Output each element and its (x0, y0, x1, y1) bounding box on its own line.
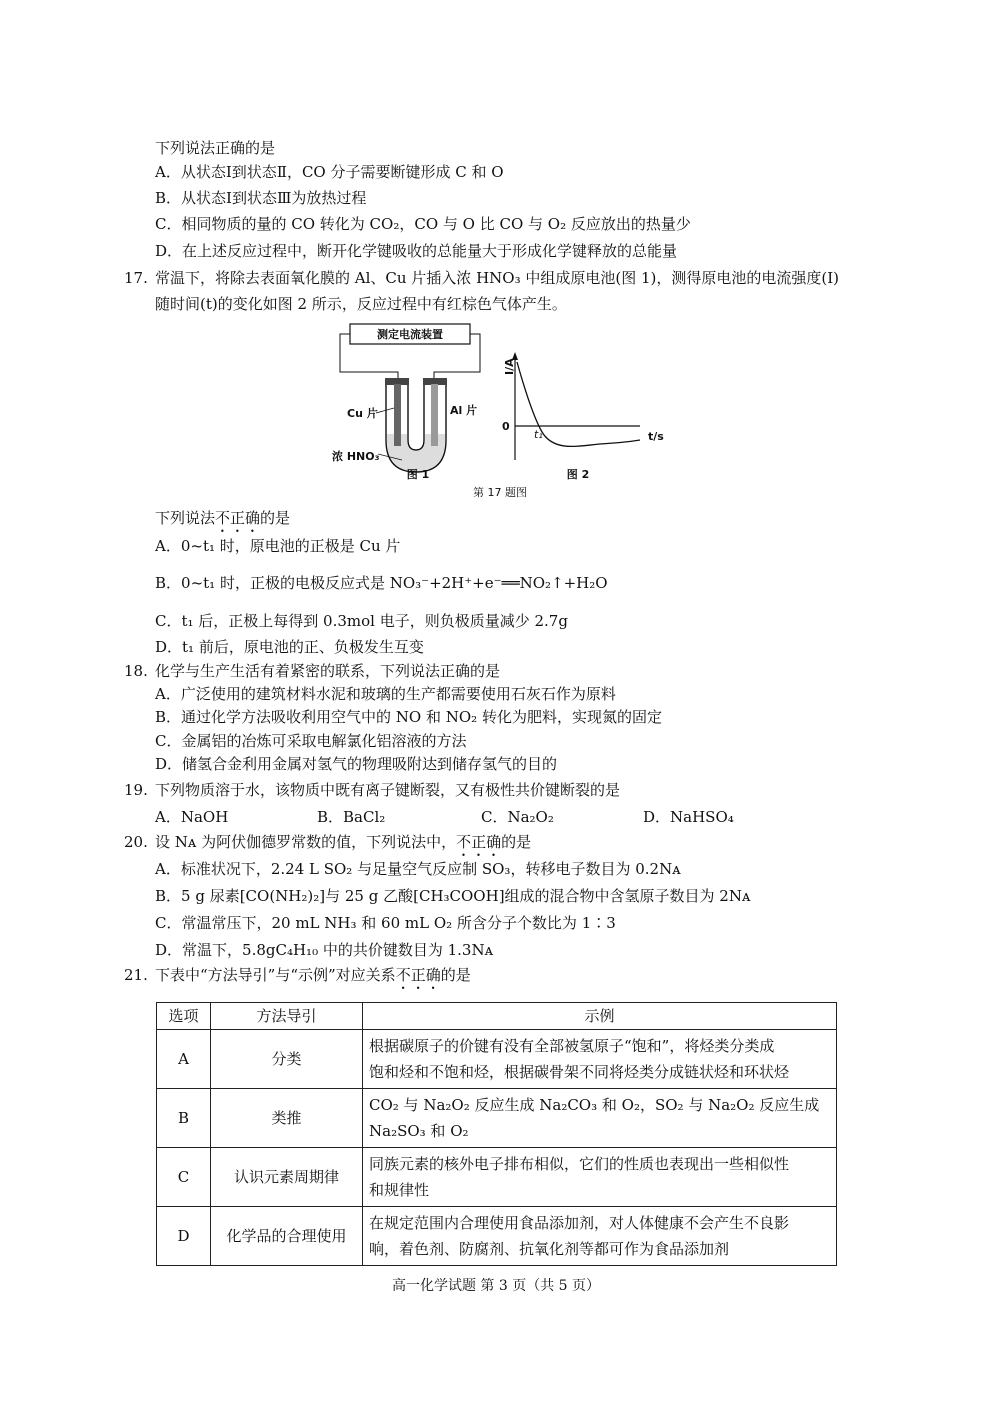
q17-stem-prefix: 下列说法 (155, 509, 216, 527)
cu-electrode (394, 384, 401, 446)
q20-stem (155, 832, 531, 860)
example-line: 在规定范围内合理使用食品添加剂，对人体健康不会产生不良影 (369, 1214, 790, 1232)
q17-stem-line2: 随时间(t)的变化如图 2 所示，反应过程中有红棕色气体产生。 (155, 295, 567, 313)
al-label: Al 片 (450, 404, 478, 417)
q20-stem-suffix: 的是 (501, 833, 532, 851)
table-header-row (157, 1003, 837, 1030)
fig2-x-label: t/s (648, 430, 664, 443)
table-row (157, 1148, 837, 1207)
example-line: 和规律性 (369, 1181, 430, 1199)
q19-option-c: C．Na₂O₂ (481, 808, 554, 826)
q19-option-b: B．BaCl₂ (317, 808, 386, 826)
q20-number: 20. (124, 833, 148, 851)
q17-number: 17. (124, 269, 148, 287)
u-tube-inner (408, 384, 424, 450)
q16-option-b: B．从状态Ⅰ到状态Ⅲ为放热过程 (155, 189, 367, 207)
acid-label: 浓 HNO₃ (332, 450, 380, 463)
example-line: 根据碳原子的价键有没有全部被氢原子“饱和”，将烃类分类成 (369, 1037, 775, 1055)
fig2-t1-label: t₁ (534, 428, 543, 441)
table-cell-method: 化学品的合理使用 (211, 1207, 363, 1266)
table-row (157, 1207, 837, 1266)
q17-figure (330, 322, 664, 502)
q19-number: 19. (124, 781, 148, 799)
table-row (157, 1030, 837, 1089)
table-cell-option: A (157, 1030, 211, 1089)
table-header-option: 选项 (157, 1003, 211, 1030)
table-cell-example (363, 1089, 837, 1148)
table-cell-method: 分类 (211, 1030, 363, 1089)
example-line: 响，着色剂、防腐剂、抗氧化剂等都可作为食品添加剂 (369, 1240, 730, 1258)
table-cell-example (363, 1148, 837, 1207)
fig2-y-label: I/A (503, 358, 516, 375)
table-cell-option: D (157, 1207, 211, 1266)
q20-stem-emphasis: 不正确 (456, 833, 502, 851)
q18-number: 18. (124, 662, 148, 680)
stopper-right (423, 378, 447, 385)
q17-option-a: A．0~t₁ 时，原电池的正极是 Cu 片 (155, 537, 401, 555)
table-cell-example (363, 1030, 837, 1089)
method-table (156, 1002, 837, 1266)
example-line: 饱和烃和不饱和烃，根据碳骨架不同将烃类分成链状烃和环状烃 (369, 1063, 790, 1081)
q18-option-b: B．通过化学方法吸收利用空气中的 NO 和 NO₂ 转化为肥料，实现氮的固定 (155, 708, 662, 726)
table-header-example: 示例 (363, 1003, 837, 1030)
fig1-label: 图 1 (406, 468, 430, 481)
q18-option-a: A．广泛使用的建筑材料水泥和玻璃的生产都需要使用石灰石作为原料 (155, 685, 616, 703)
q19-stem: 下列物质溶于水，该物质中既有离子键断裂，又有极性共价键断裂的是 (155, 781, 621, 799)
cu-pointer (376, 408, 394, 413)
q17-option-b: B．0~t₁ 时，正极的电极反应式是 NO₃⁻+2H⁺+e⁻══NO₂↑+H₂O (155, 574, 608, 592)
q17-stem-suffix: 的是 (260, 509, 291, 527)
q17-option-c: C．t₁ 后，正极上每得到 0.3mol 电子，则负极质量减少 2.7g (155, 612, 568, 630)
q17-option-d: D．t₁ 前后，原电池的正、负极发生互变 (155, 638, 424, 656)
q16-stem: 下列说法正确的是 (155, 139, 276, 157)
q16-option-a: A．从状态Ⅰ到状态Ⅱ，CO 分子需要断键形成 C 和 O (155, 163, 504, 181)
q18-option-d: D．储氢合金利用金属对氢气的物理吸附达到储存氢气的目的 (155, 755, 558, 773)
q16-option-d: D．在上述反应过程中，断开化学键吸收的总能量大于形成化学键释放的总能量 (155, 242, 678, 260)
stopper-left (385, 378, 409, 385)
cu-label: Cu 片 (347, 407, 378, 420)
q20-option-b: B．5 g 尿素[CO(NH₂)₂]与 25 g 乙酸[CH₃COOH]组成的混合物中含氢原子数目为 2Nᴀ (155, 887, 751, 905)
q19-option-d: D．NaHSO₄ (643, 808, 734, 826)
q17-stem-emphasis: 不正确 (215, 509, 261, 527)
q20-stem-prefix: 设 Nᴀ 为阿伏伽德罗常数的值，下列说法中， (155, 833, 457, 851)
q21-stem-suffix: 的是 (440, 966, 471, 984)
fig2-label: 图 2 (566, 468, 590, 481)
table-row (157, 1089, 837, 1148)
al-electrode (431, 384, 438, 446)
measure-device-label: 测定电流装置 (377, 328, 443, 341)
table-cell-option: B (157, 1089, 211, 1148)
fig2-origin: 0 (502, 420, 510, 433)
q21-stem (155, 965, 471, 993)
q21-stem-prefix: 下表中“方法导引”与“示例”对应关系 (155, 966, 396, 984)
table-cell-method: 类推 (211, 1089, 363, 1148)
q18-stem: 化学与生产生活有着紧密的联系，下列说法正确的是 (155, 662, 501, 680)
table-header-method: 方法导引 (211, 1003, 363, 1030)
example-line: 同族元素的核外电子排布相似，它们的性质也表现出一些相似性 (369, 1155, 790, 1173)
q17-stem-question (155, 508, 290, 536)
q21-stem-emphasis: 不正确 (395, 966, 441, 984)
q18-option-c: C．金属铝的冶炼可采取电解氯化铝溶液的方法 (155, 732, 467, 750)
table-cell-example (363, 1207, 837, 1266)
example-line: CO₂ 与 Na₂O₂ 反应生成 Na₂CO₃ 和 O₂，SO₂ 与 Na₂O₂ 反应生成 (369, 1096, 820, 1114)
figure-caption: 第 17 题图 (473, 486, 527, 499)
q20-option-d: D．常温下，5.8gC₄H₁₀ 中的共价键数目为 1.3Nᴀ (155, 941, 494, 959)
table-cell-option: C (157, 1148, 211, 1207)
q21-number: 21. (124, 966, 148, 984)
q17-stem-line1: 常温下，将除去表面氧化膜的 Al、Cu 片插入浓 HNO₃ 中组成原电池(图 1)，测得原电池的电流强度(I) (155, 269, 840, 287)
q20-option-c: C．常温常压下，20 mL NH₃ 和 60 mL O₂ 所含分子个数比为 1∶3 (155, 914, 616, 932)
q16-option-c: C．相同物质的量的 CO 转化为 CO₂，CO 与 O 比 CO 与 O₂ 反应放出的热量少 (155, 215, 691, 233)
q19-option-a: A．NaOH (155, 808, 229, 826)
table-cell-method: 认识元素周期律 (211, 1148, 363, 1207)
example-line: Na₂SO₃ 和 O₂ (369, 1122, 469, 1140)
q20-option-a: A．标准状况下，2.24 L SO₂ 与足量空气反应制 SO₃，转移电子数目为 0.2Nᴀ (155, 860, 681, 878)
page-footer: 高一化学试题 第 3 页（共 5 页） (391, 1278, 601, 1294)
